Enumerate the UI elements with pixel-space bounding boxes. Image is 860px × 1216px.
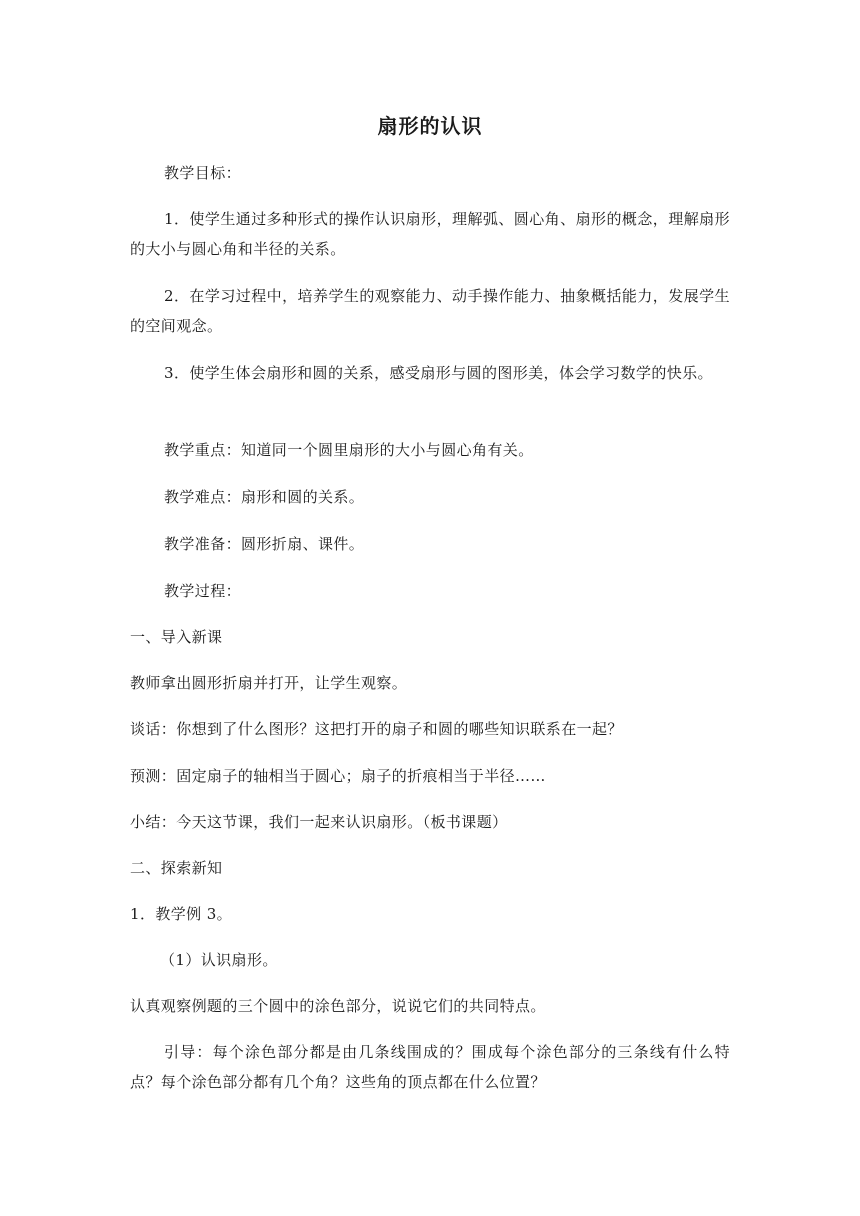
document-title: 扇形的认识 (377, 114, 483, 138)
paragraph-example-3: 1．教学例 3。 (130, 905, 233, 923)
paragraph-summary: 小结：今天这节课，我们一起来认识扇形。（板书课题） (130, 813, 508, 831)
paragraph-guide: 引导：每个涂色部分都是由几条线围成的？围成每个涂色部分的三条线有什么特点？每个涂色部分都有几个角？这些角的顶点都在什么位置？ (130, 1043, 730, 1091)
paragraph-teacher-action: 教师拿出圆形折扇并打开，让学生观察。 (130, 674, 408, 692)
paragraph-prediction: 预测：固定扇子的轴相当于圆心；扇子的折痕相当于半径…… (130, 767, 546, 785)
paragraph-process-heading: 教学过程： (164, 582, 242, 600)
paragraph-difficulty: 教学难点：扇形和圆的关系。 (164, 488, 365, 506)
paragraph-objectives-heading: 教学目标： (164, 164, 242, 182)
paragraph-objective-2: 2．在学习过程中，培养学生的观察能力、动手操作能力、抽象概括能力，发展学生的空间观念。 (130, 287, 730, 335)
paragraph-dialogue: 谈话：你想到了什么图形？这把打开的扇子和圆的哪些知识联系在一起？ (130, 720, 623, 738)
paragraph-objective-3: 3．使学生体会扇形和圆的关系，感受扇形与圆的图形美，体会学习数学的快乐。 (164, 364, 713, 382)
paragraph-observe: 认真观察例题的三个圆中的涂色部分，说说它们的共同特点。 (130, 997, 546, 1015)
paragraph-objective-1: 1．使学生通过多种形式的操作认识扇形，理解弧、圆心角、扇形的概念，理解扇形的大小与圆心角和半径的关系。 (130, 210, 730, 258)
paragraph-preparation: 教学准备：圆形折扇、课件。 (164, 535, 365, 553)
section-heading-explore: 二、探索新知 (130, 859, 223, 877)
section-heading-intro: 一、导入新课 (130, 628, 223, 646)
paragraph-key-point: 教学重点：知道同一个圆里扇形的大小与圆心角有关。 (164, 441, 534, 459)
paragraph-recognize-sector: （1）认识扇形。 (160, 951, 278, 969)
